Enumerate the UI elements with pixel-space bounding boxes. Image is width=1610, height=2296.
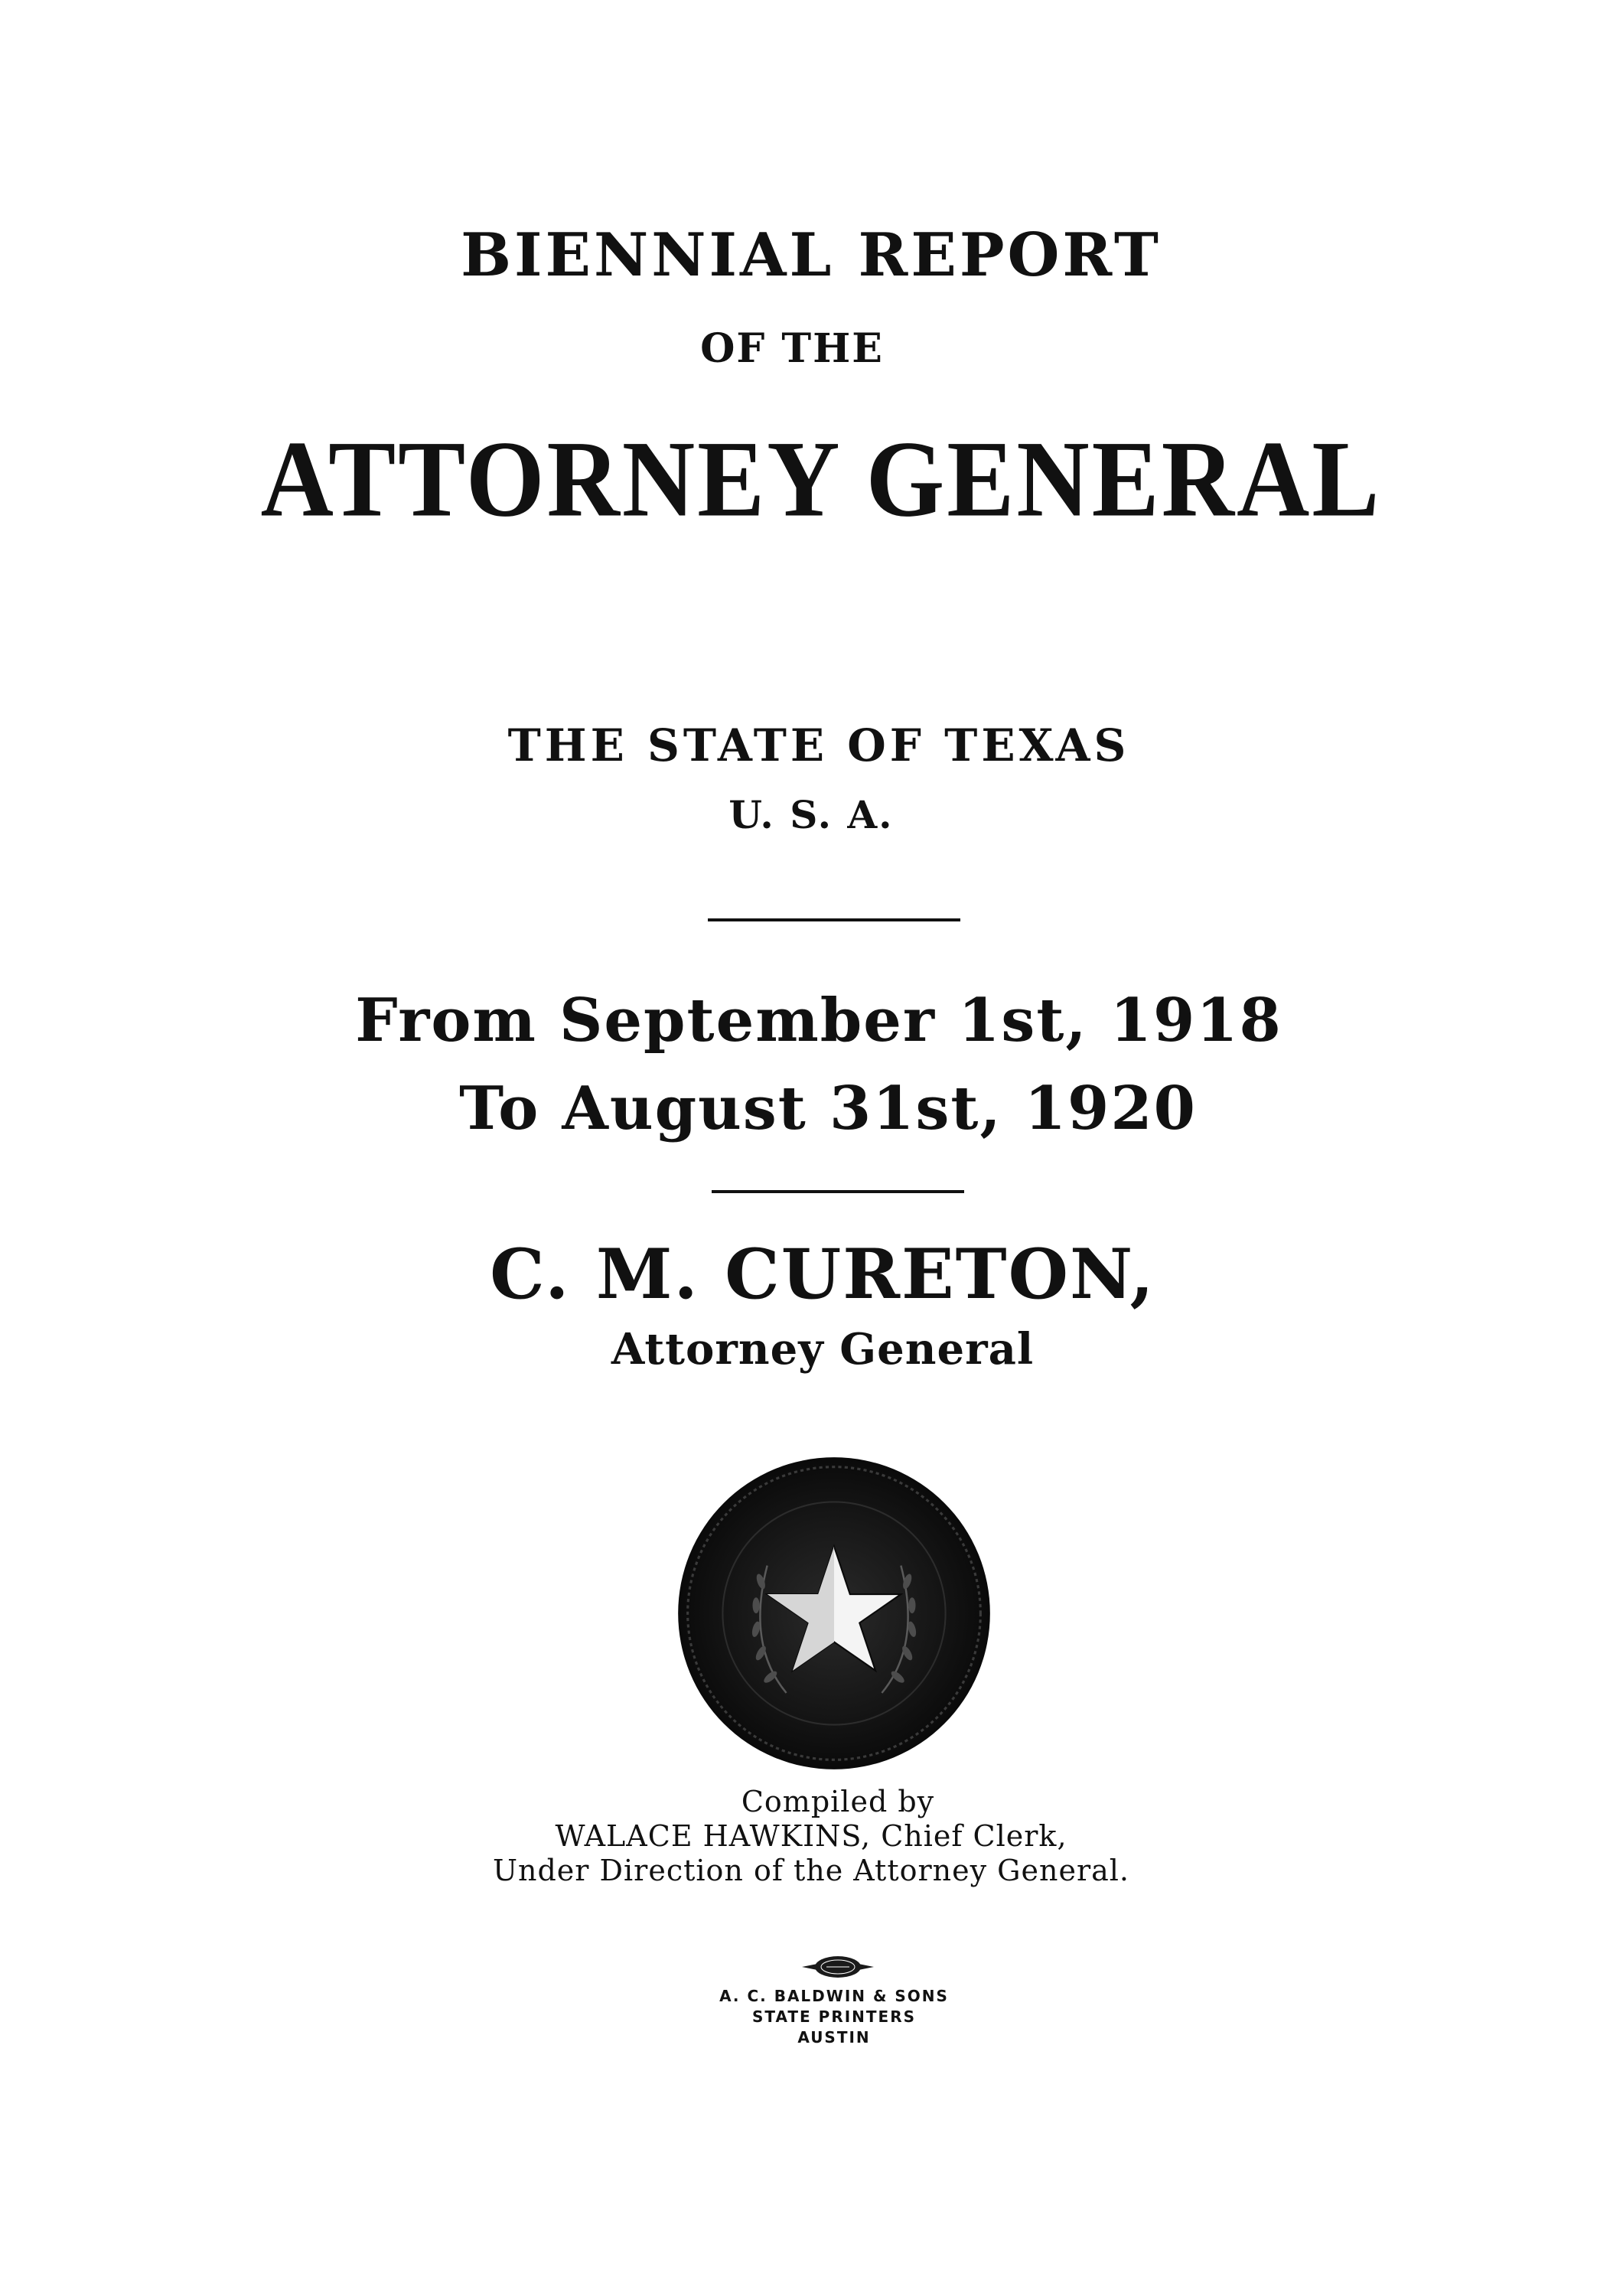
compiler-name: WALACE HAWKINS, Chief Clerk, (555, 1819, 1067, 1853)
compiler-direction: Under Direction of the Attorney General. (492, 1854, 1130, 1887)
author-name: C. M. CURETON, (490, 1234, 1155, 1315)
printer-name: A. C. BALDWIN & SONS (719, 1987, 949, 2005)
country-name: U. S. A. (728, 792, 894, 837)
report-title-line-2: OF THE (700, 325, 884, 372)
texas-state-seal-icon (675, 1454, 993, 1773)
compiled-by-label: Compiled by (741, 1785, 935, 1818)
printer-role: STATE PRINTERS (751, 2007, 917, 2026)
state-name: THE STATE OF TEXAS (507, 719, 1130, 771)
report-title-line-3: ATTORNEY GENERAL (260, 418, 1382, 540)
period-end: To August 31st, 1920 (459, 1074, 1197, 1143)
divider-rule (712, 1190, 964, 1193)
report-title-line-1: BIENNIAL REPORT (461, 220, 1162, 290)
author-role: Attorney General (611, 1324, 1035, 1375)
printer-emblem-icon (796, 1950, 880, 1984)
divider-rule (708, 918, 960, 921)
period-start: From September 1st, 1918 (355, 986, 1282, 1055)
printer-city: AUSTIN (797, 2028, 871, 2047)
